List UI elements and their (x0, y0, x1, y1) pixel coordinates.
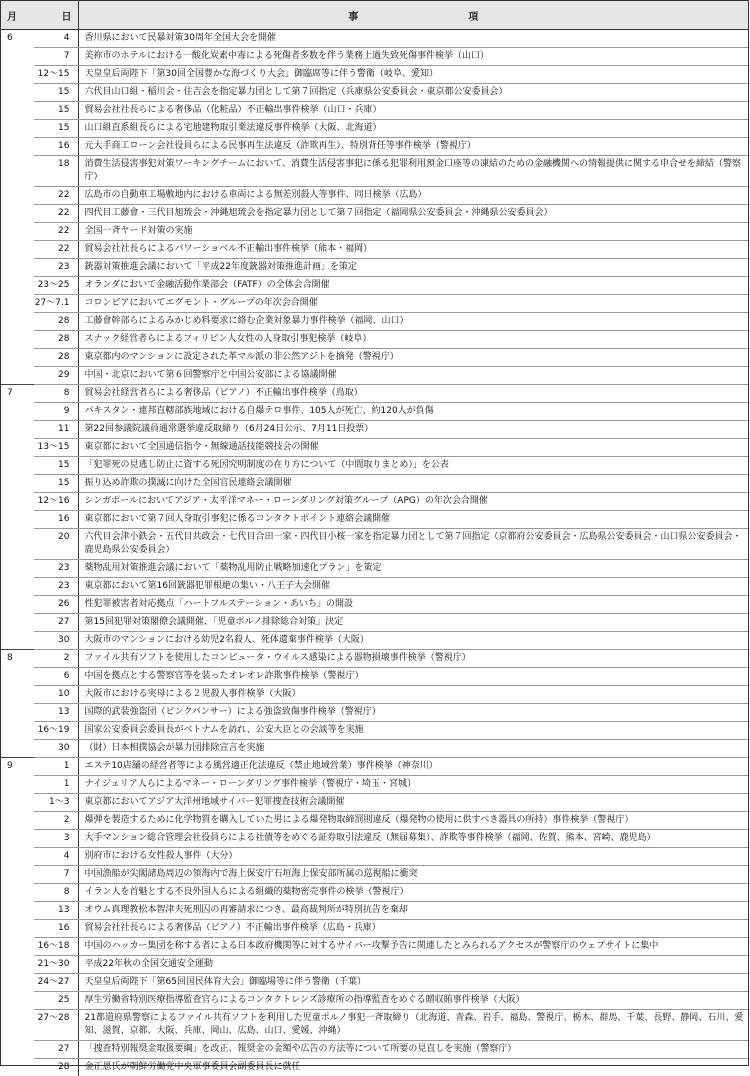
month-cell (1, 403, 34, 421)
month-cell (1, 331, 34, 349)
month-cell (1, 313, 34, 331)
month-cell (1, 596, 34, 614)
table-row (1, 385, 748, 403)
day-cell: 6 (34, 668, 78, 686)
month-cell (1, 830, 34, 848)
day-cell: 8 (34, 884, 78, 902)
month-cell (1, 102, 34, 120)
month-cell (1, 560, 34, 578)
month-cell (1, 120, 34, 138)
day-cell: 27～28 (34, 1010, 78, 1041)
event-cell: ナイジェリア人らによるマネー・ローンダリング事件検挙（警視庁・埼玉・宮城） (78, 776, 748, 794)
event-cell: 東京都内のマンションに設定された革マル派の非公然アジトを摘発（警視庁） (78, 349, 748, 367)
event-cell: 消費生活侵害事犯対策ワーキングチームにおいて、消費生活侵害事犯に係る犯罪利用預金口座等の凍結のための金融機関への情報提供に関する申合せを締結（警察庁） (78, 156, 748, 187)
table-row (1, 84, 748, 102)
day-cell: 28 (34, 1059, 78, 1076)
day-cell: 24～27 (34, 974, 78, 992)
month-cell: 7 (1, 385, 34, 403)
day-cell: 22 (34, 187, 78, 205)
table-row (1, 632, 748, 650)
table-row (1, 313, 748, 331)
table-row (1, 866, 748, 884)
event-cell: 六代目山口組・稲川会・住吉会を指定暴力団として第７回指定（兵庫県公安委員会・東京都公安委員会） (78, 84, 748, 102)
event-cell: 貿易会社経営者らによる奢侈品（ピアノ）不正輸出事件検挙（鳥取） (78, 385, 748, 403)
month-cell (1, 138, 34, 156)
day-cell: 13 (34, 902, 78, 920)
table-row (1, 295, 748, 313)
event-cell: 広島市の自動車工場敷地内における車両による無差別殺人等事件、同日検挙（広島） (78, 187, 748, 205)
day-cell: 20 (34, 529, 78, 560)
event-cell: 平成22年秋の全国交通安全運動 (78, 956, 748, 974)
day-cell: 28 (34, 349, 78, 367)
day-cell: 30 (34, 632, 78, 650)
table-row (1, 902, 748, 920)
month-cell (1, 812, 34, 830)
event-cell: 東京都において第７回人身取引事犯に係るコンタクトポイント連絡会議開催 (78, 511, 748, 529)
day-cell: 18 (34, 156, 78, 187)
month-cell (1, 668, 34, 686)
table-row (1, 529, 748, 560)
table-row (1, 614, 748, 632)
day-cell: 15 (34, 475, 78, 493)
event-cell: 中国・北京において第６回警察庁と中国公安部による協議開催 (78, 367, 748, 385)
table-row (1, 992, 748, 1010)
day-cell: 1 (34, 776, 78, 794)
event-cell: 工藤會幹部らによるみかじめ料要求に絡む企業対象暴力事件検挙（福岡、山口） (78, 313, 748, 331)
day-cell: 16～19 (34, 722, 78, 740)
month-cell (1, 241, 34, 259)
table-row (1, 511, 748, 529)
table-row (1, 848, 748, 866)
table-row (1, 884, 748, 902)
table-row (1, 156, 748, 187)
event-cell: 貿易会社社長らによる奢侈品（化粧品）不正輸出事件検挙（山口・兵庫） (78, 102, 748, 120)
day-cell: 22 (34, 205, 78, 223)
event-cell: 天皇皇后両陛下「第65回国民体育大会」御臨場等に伴う警衛（千葉） (78, 974, 748, 992)
month-cell (1, 259, 34, 277)
table-row (1, 277, 748, 295)
day-cell: 3 (34, 830, 78, 848)
month-cell (1, 704, 34, 722)
day-cell: 28 (34, 331, 78, 349)
table-row (1, 349, 748, 367)
day-cell: 23 (34, 259, 78, 277)
event-cell: 21都道府県警察によるファイル共有ソフトを利用した児童ポルノ事犯一斉取締り（北海道、青森、岩手、福島、警視庁、栃木、群馬、千葉、長野、静岡、石川、愛知、滋賀、京都、大阪、兵庫、岡山、広島、山口、愛媛、沖縄） (78, 1010, 748, 1041)
month-cell (1, 1010, 34, 1041)
day-cell: 15 (34, 102, 78, 120)
event-cell: 大手マンション総合管理会社役員らによる社債等をめぐる証券取引法違反（無届募集）、詐欺等事件検挙（福岡、佐賀、熊本、宮崎、鹿児島） (78, 830, 748, 848)
day-cell: 9 (34, 403, 78, 421)
month-cell (1, 884, 34, 902)
table-row (1, 457, 748, 475)
day-cell: 13～15 (34, 439, 78, 457)
day-cell: 23 (34, 578, 78, 596)
month-cell (1, 439, 34, 457)
event-cell: 四代目工藤會・三代目旭琉会・沖縄旭琉会を指定暴力団として第７回指定（福岡県公安委員会・沖縄県公安委員会） (78, 205, 748, 223)
month-cell (1, 794, 34, 812)
header-day: 日 (34, 1, 78, 30)
event-cell: 「捜査特別報奨金取扱要綱」を改正、報奨金の金額や広告の方法等について所要の見直しを実施（警察庁） (78, 1041, 748, 1059)
month-cell: 9 (1, 758, 34, 776)
month-cell (1, 614, 34, 632)
month-cell (1, 187, 34, 205)
day-cell: 22 (34, 241, 78, 259)
month-cell (1, 48, 34, 66)
table-row (1, 331, 748, 349)
table-body (1, 30, 748, 1076)
table-row (1, 1010, 748, 1041)
month-cell (1, 722, 34, 740)
day-cell: 21～30 (34, 956, 78, 974)
month-cell (1, 686, 34, 704)
event-cell: 別府市における女性殺人事件（大分） (78, 848, 748, 866)
month-cell (1, 578, 34, 596)
day-cell: 12～15 (34, 66, 78, 84)
month-cell (1, 632, 34, 650)
table-row (1, 560, 748, 578)
day-cell: 22 (34, 223, 78, 241)
table-row (1, 956, 748, 974)
table-row (1, 686, 748, 704)
month-cell (1, 367, 34, 385)
table-row (1, 704, 748, 722)
table-row (1, 830, 748, 848)
day-cell: 8 (34, 385, 78, 403)
month-cell (1, 740, 34, 758)
table-row (1, 187, 748, 205)
month-cell (1, 223, 34, 241)
event-cell: 全国一斉ヤード対策の実施 (78, 223, 748, 241)
event-cell: 貿易会社社長らによるパワーショベル不正輸出事件検挙（熊本・福岡） (78, 241, 748, 259)
month-cell (1, 992, 34, 1010)
event-cell: 天皇皇后両陛下「第30回全国豊かな海づくり大会」御臨席等に伴う警衛（岐阜、愛知） (78, 66, 748, 84)
event-cell: スナック経営者らによるフィリピン人女性の人身取引事犯検挙（岐阜） (78, 331, 748, 349)
table-row (1, 421, 748, 439)
table-row (1, 138, 748, 156)
table-row (1, 920, 748, 938)
event-cell: 中国のハッカー集団を称する者による日本政府機関等に対するサイバー攻撃予告に関連したとみられるアクセスが警察庁のウェブサイトに集中 (78, 938, 748, 956)
day-cell: 7 (34, 48, 78, 66)
month-cell (1, 920, 34, 938)
event-cell: イラン人を首魁とする不良外国人らによる組織的薬物密売事件の検挙（警視庁） (78, 884, 748, 902)
month-cell (1, 457, 34, 475)
day-cell: 11 (34, 421, 78, 439)
table-row (1, 740, 748, 758)
event-cell: コロンビアにおいてエグモント・グループの年次会合開催 (78, 295, 748, 313)
table-row (1, 241, 748, 259)
event-cell: 山口組直系組長らによる宅地建物取引業法違反事件検挙（大阪、北海道） (78, 120, 748, 138)
day-cell: 26 (34, 596, 78, 614)
event-cell: 貿易会社社長らによる奢侈品（ピアノ）不正輸出事件検挙（広島・兵庫） (78, 920, 748, 938)
month-cell (1, 511, 34, 529)
table-row (1, 794, 748, 812)
event-cell: 六代目会津小鉄会・五代目共政会・七代目合田一家・四代目小桜一家を指定暴力団として第７回指定（京都府公安委員会・広島県公安委員会・山口県公安委員会・鹿児島県公安委員会） (78, 529, 748, 560)
month-cell (1, 295, 34, 313)
day-cell: 2 (34, 812, 78, 830)
day-cell: 27～7.1 (34, 295, 78, 313)
event-cell: 銃器対策推進会議において「平成22年度銃器対策推進計画」を策定 (78, 259, 748, 277)
event-cell: 国際的武装強盗団（ピンクパンサー）による強盗致傷事件検挙（警視庁） (78, 704, 748, 722)
month-cell (1, 1059, 34, 1076)
event-cell: 振り込め詐欺の撲滅に向けた全国官民連絡会議開催 (78, 475, 748, 493)
month-cell (1, 529, 34, 560)
event-cell: オウム真理教松本智津夫死刑囚の再審請求につき、最高裁判所が特別抗告を棄却 (78, 902, 748, 920)
event-cell: 香川県において民暴対策30周年全国大会を開催 (78, 30, 748, 48)
month-cell (1, 974, 34, 992)
table-row (1, 974, 748, 992)
event-cell: 性犯罪被害者対応拠点「ハートフルステーション・あいち」の開設 (78, 596, 748, 614)
chronology-table (1, 1, 748, 1076)
month-cell: 6 (1, 30, 34, 48)
day-cell: 1 (34, 758, 78, 776)
day-cell: 23 (34, 560, 78, 578)
event-cell: 中国漁船が尖閣諸島周辺の領海内で海上保安庁石垣海上保安部所属の巡視船に衝突 (78, 866, 748, 884)
event-cell: （財）日本相撲協会が暴力団排除宣言を実施 (78, 740, 748, 758)
month-cell (1, 349, 34, 367)
event-cell: 薬物乱用対策推進会議において「薬物乱用防止戦略加速化プラン」を策定 (78, 560, 748, 578)
month-cell (1, 848, 34, 866)
day-cell: 15 (34, 84, 78, 102)
event-cell: 大阪市のマンションにおける幼児2名殺人、死体遺棄事件検挙（大阪） (78, 632, 748, 650)
day-cell: 4 (34, 848, 78, 866)
event-cell: 金正恩氏が朝鮮労働党中央軍事委員会副委員長に就任 (78, 1059, 748, 1076)
day-cell: 27 (34, 614, 78, 632)
event-cell: エステ10店舗の経営者等による風営適正化法違反（禁止地域営業）事件検挙（神奈川） (78, 758, 748, 776)
event-cell: 元大手商工ローン会社役員らによる民事再生法違反（詐欺再生）、特別背任等事件検挙（警視庁） (78, 138, 748, 156)
event-cell: 厚生労働省特別医療指導監査官らによるコンタクトレンズ診療所の指導監査をめぐる贈収賄事件検挙（大阪） (78, 992, 748, 1010)
table-row (1, 1059, 748, 1076)
month-cell (1, 776, 34, 794)
day-cell: 7 (34, 866, 78, 884)
event-cell: 東京都において全国通信指令・無線通話技能競技会の開催 (78, 439, 748, 457)
month-cell (1, 84, 34, 102)
table-row (1, 367, 748, 385)
table-row (1, 722, 748, 740)
day-cell: 16 (34, 138, 78, 156)
day-cell: 10 (34, 686, 78, 704)
day-cell: 2 (34, 650, 78, 668)
day-cell: 28 (34, 313, 78, 331)
month-cell: 8 (1, 650, 34, 668)
event-cell: シンガポールにおいてアジア・太平洋マネー・ローンダリング対策グループ（APG）の年次会合開催 (78, 493, 748, 511)
event-cell: 大阪市における実母による２児殺人事件検挙（大阪） (78, 686, 748, 704)
month-cell (1, 1041, 34, 1059)
event-cell: 第22回参議院議員通常選挙違反取締り（6月24日公示、7月11日投票） (78, 421, 748, 439)
event-cell: 東京都においてアジア大洋州地域サイバー犯罪捜査技術会議開催 (78, 794, 748, 812)
table-row (1, 596, 748, 614)
day-cell: 12～16 (34, 493, 78, 511)
event-cell: オランダにおいて金融活動作業部会（FATF）の全体会合開催 (78, 277, 748, 295)
table-header (1, 1, 748, 30)
month-cell (1, 475, 34, 493)
day-cell: 15 (34, 120, 78, 138)
month-cell (1, 938, 34, 956)
day-cell: 16 (34, 511, 78, 529)
month-cell (1, 421, 34, 439)
table-row (1, 259, 748, 277)
table-row (1, 223, 748, 241)
event-cell: 爆弾を製造するために化学物質を購入していた男による爆発物取締罰則違反（爆発物の使用に供すべき器具の所持）事件検挙（警視庁） (78, 812, 748, 830)
day-cell: 16～18 (34, 938, 78, 956)
day-cell: 23～25 (34, 277, 78, 295)
event-cell: 中国を拠点とする警察官等を装ったオレオレ詐欺事件検挙（警視庁） (78, 668, 748, 686)
table-row (1, 493, 748, 511)
table-row (1, 668, 748, 686)
table-row (1, 475, 748, 493)
day-cell: 16 (34, 920, 78, 938)
month-cell (1, 156, 34, 187)
table-row (1, 48, 748, 66)
day-cell: 29 (34, 367, 78, 385)
day-cell: 1～3 (34, 794, 78, 812)
event-cell: 「犯罪死の見逃し防止に資する死因究明制度の在り方について（中間取りまとめ）」を公表 (78, 457, 748, 475)
event-cell: 国家公安委員会委員長がベトナムを訪れ、公安大臣との会談等を実施 (78, 722, 748, 740)
month-cell (1, 205, 34, 223)
month-cell (1, 493, 34, 511)
table-row (1, 403, 748, 421)
event-cell: 美祢市のホテルにおける一酸化炭素中毒による死傷者多数を伴う業務上過失致死傷事件検挙（山口） (78, 48, 748, 66)
table-row (1, 812, 748, 830)
event-cell: パキスタン・連邦直轄部族地域における自爆テロ事件、105人が死亡、約120人が負傷 (78, 403, 748, 421)
table-row (1, 1041, 748, 1059)
table-row (1, 102, 748, 120)
table-row (1, 650, 748, 668)
event-cell: 東京都において第16回銃器犯罪根絶の集い・八王子大会開催 (78, 578, 748, 596)
event-cell: ファイル共有ソフトを使用したコンピュータ・ウイルス感染による器物損壊事件検挙（警視庁） (78, 650, 748, 668)
month-cell (1, 866, 34, 884)
day-cell: 30 (34, 740, 78, 758)
day-cell: 25 (34, 992, 78, 1010)
table-row (1, 578, 748, 596)
table-row (1, 30, 748, 48)
day-cell: 13 (34, 704, 78, 722)
table-row (1, 776, 748, 794)
month-cell (1, 902, 34, 920)
table-row (1, 205, 748, 223)
table-row (1, 120, 748, 138)
event-cell: 第15回犯罪対策閣僚会議開催、「児童ポルノ排除総合対策」決定 (78, 614, 748, 632)
day-cell: 15 (34, 457, 78, 475)
table-row (1, 439, 748, 457)
month-cell (1, 66, 34, 84)
day-cell: 27 (34, 1041, 78, 1059)
month-cell (1, 956, 34, 974)
table-row (1, 938, 748, 956)
header-event: 事 項 (78, 1, 748, 30)
month-cell (1, 277, 34, 295)
header-month: 月 (1, 1, 34, 30)
day-cell: 4 (34, 30, 78, 48)
table-row (1, 758, 748, 776)
table-row (1, 66, 748, 84)
